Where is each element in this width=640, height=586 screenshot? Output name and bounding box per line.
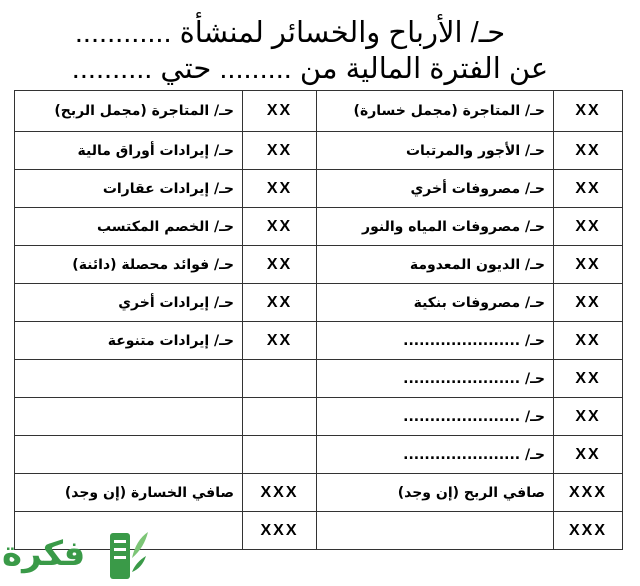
- credit-amount: XX: [243, 246, 317, 284]
- credit-amount: XXX: [243, 474, 317, 512]
- debit-amount: XXX: [554, 512, 623, 550]
- table-row: [15, 170, 623, 208]
- logo-text: فكرة: [2, 534, 86, 574]
- debit-amount: XX: [554, 246, 623, 284]
- debit-amount: XXX: [554, 474, 623, 512]
- debit-amount: XX: [554, 208, 623, 246]
- debit-amount: XX: [554, 398, 623, 436]
- account-title: حـ/ الأرباح والخسائر لمنشأة ............: [74, 17, 506, 49]
- debit-amount: XX: [554, 132, 623, 170]
- table-row: [15, 436, 623, 474]
- credit-account: حـ/ فوائد محصلة (دائنة): [15, 246, 243, 284]
- credit-account: [15, 436, 243, 474]
- debit-account: حـ/ مصروفات المياه والنور: [317, 208, 554, 246]
- credit-account: [15, 398, 243, 436]
- debit-amount: XX: [554, 436, 623, 474]
- table-row: [15, 322, 623, 360]
- debit-account: حـ/ ......................: [317, 322, 554, 360]
- credit-amount: [243, 398, 317, 436]
- table-row: [15, 246, 623, 284]
- debit-account: [317, 512, 554, 550]
- credit-amount: XXX: [243, 512, 317, 550]
- credit-account: حـ/ إيرادات متنوعة: [15, 322, 243, 360]
- credit-account: حـ/ إيرادات أخري: [15, 284, 243, 322]
- table-row: [15, 208, 623, 246]
- debit-amount: XX: [554, 360, 623, 398]
- debit-amount: XX: [554, 322, 623, 360]
- credit-amount: XX: [243, 322, 317, 360]
- credit-account: [15, 360, 243, 398]
- table-row: [15, 91, 623, 132]
- table-row: [15, 398, 623, 436]
- credit-amount: XX: [243, 91, 317, 132]
- credit-account: حـ/ الخصم المكتسب: [15, 208, 243, 246]
- credit-amount: [243, 436, 317, 474]
- profit-loss-table: [14, 90, 623, 550]
- credit-account: حـ/ إيرادات عقارات: [15, 170, 243, 208]
- table-row: [15, 284, 623, 322]
- credit-account: حـ/ إيرادات أوراق مالية: [15, 132, 243, 170]
- credit-amount: XX: [243, 132, 317, 170]
- debit-account: حـ/ الديون المعدومة: [317, 246, 554, 284]
- debit-account: حـ/ ......................: [317, 398, 554, 436]
- debit-amount: XX: [554, 170, 623, 208]
- credit-amount: XX: [243, 170, 317, 208]
- debit-account: حـ/ مصروفات بنكية: [317, 284, 554, 322]
- debit-account: حـ/ ......................: [317, 360, 554, 398]
- debit-amount: XX: [554, 91, 623, 132]
- period-line: عن الفترة المالية من ......... حتي ..........: [71, 53, 549, 85]
- credit-account: حـ/ المتاجرة (مجمل الربح): [15, 91, 243, 132]
- credit-amount: XX: [243, 208, 317, 246]
- fekra-logo: [2, 528, 152, 586]
- debit-account: صافي الربح (إن وجد): [317, 474, 554, 512]
- table-row: [15, 360, 623, 398]
- debit-account: حـ/ المتاجرة (مجمل خسارة): [317, 91, 554, 132]
- debit-account: حـ/ مصروفات أخري: [317, 170, 554, 208]
- credit-account: صافي الخسارة (إن وجد): [15, 474, 243, 512]
- credit-amount: [243, 360, 317, 398]
- credit-amount: XX: [243, 284, 317, 322]
- debit-account: حـ/ الأجور والمرتبات: [317, 132, 554, 170]
- table-row: [15, 132, 623, 170]
- debit-account: حـ/ ......................: [317, 436, 554, 474]
- debit-amount: XX: [554, 284, 623, 322]
- table-row: [15, 474, 623, 512]
